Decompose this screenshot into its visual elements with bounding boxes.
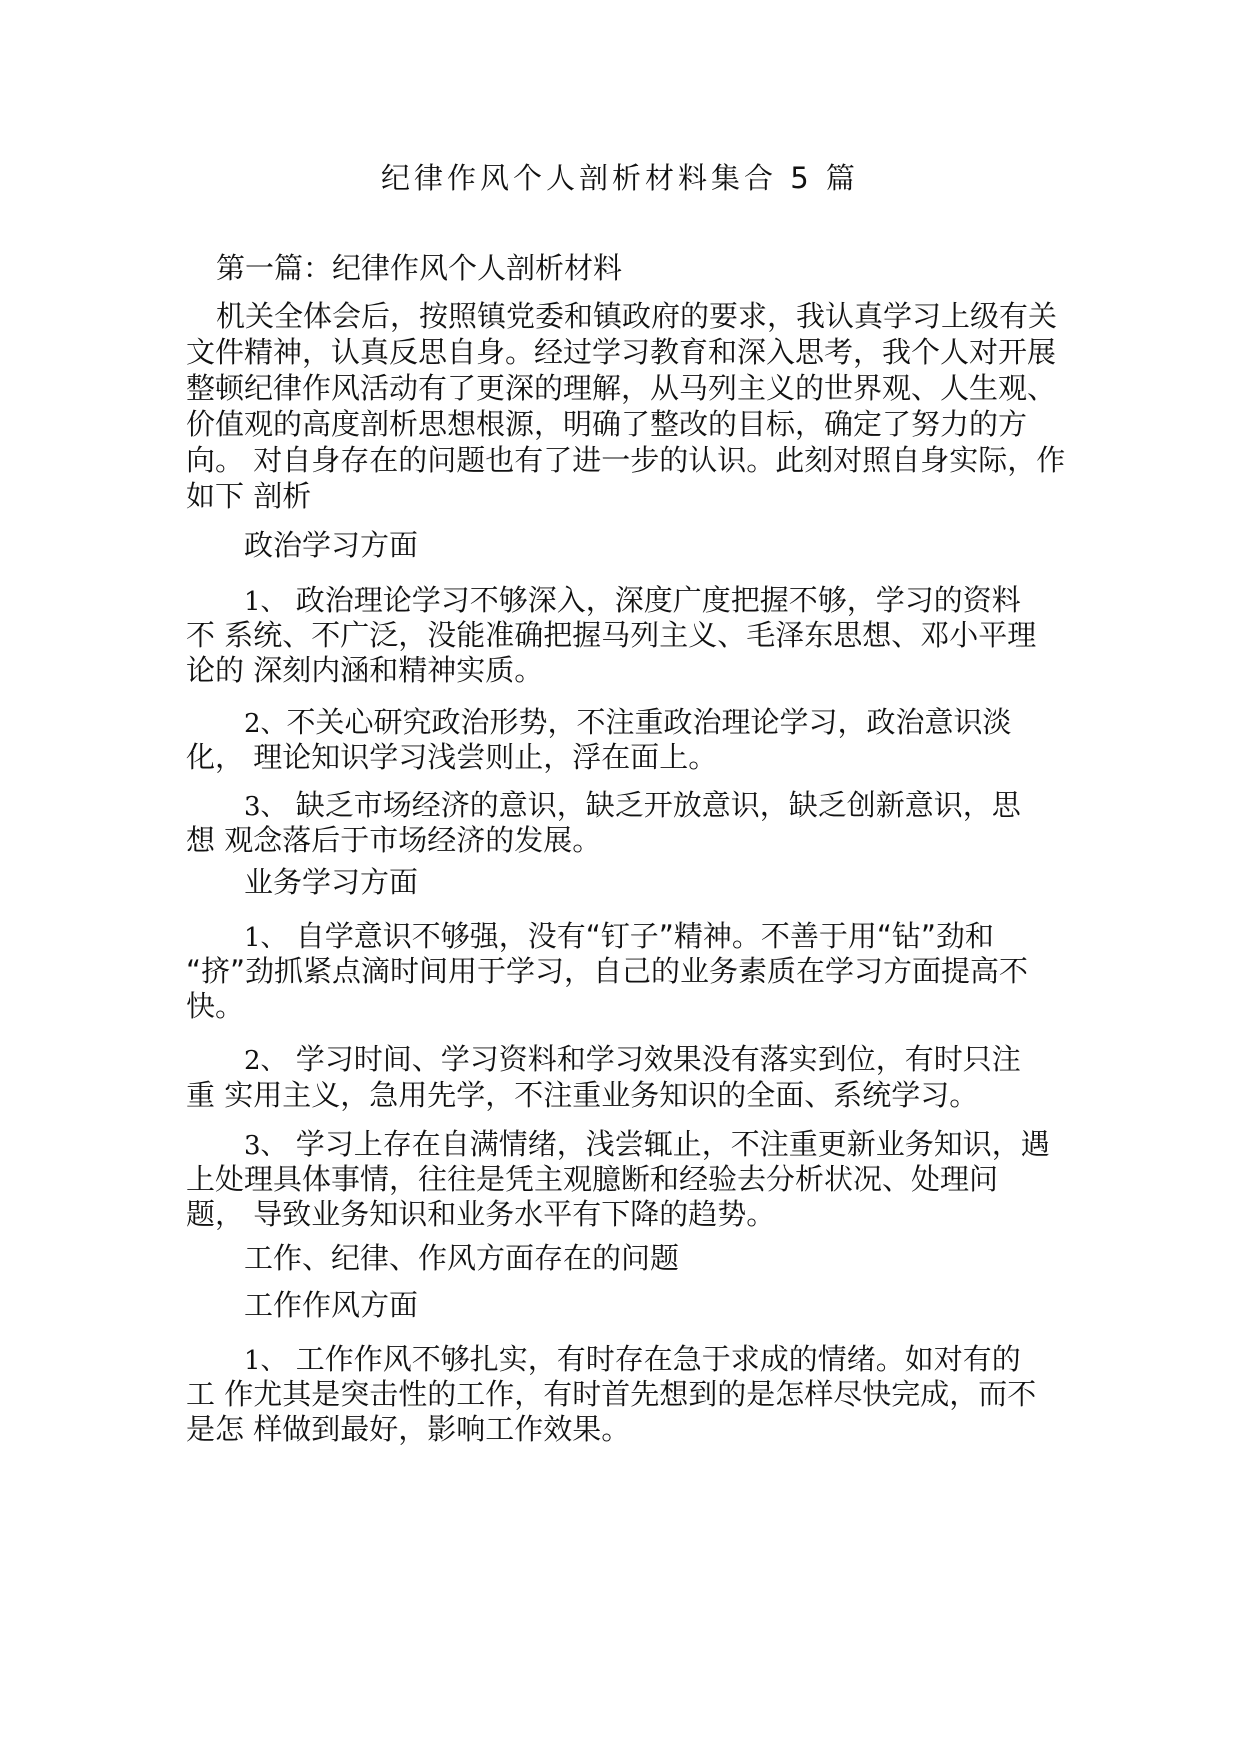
list-item-number: 1、: [244, 1346, 287, 1376]
paragraph-line: 向。 对自身存在的问题也有了进一步的认识。此刻对照自身实际，作: [186, 443, 1066, 477]
list-item-line: 工 作尤其是突击性的工作，有时首先想到的是怎样尽快完成，而不: [186, 1377, 1037, 1411]
list-item-number: 3、: [244, 1131, 287, 1161]
list-item-line: 快。: [186, 989, 245, 1023]
list-item-line: 重 实用主义，急用先学，不注重业务知识的全面、系统学习。: [186, 1078, 979, 1112]
list-item-line: 不 系统、不广泛，没能准确把握马列主义、毛泽东思想、邓小平理: [186, 618, 1037, 652]
list-item-text: 学习上存在自满情绪，浅尝辄止，不注重更新业务知识，遇: [286, 1127, 1050, 1161]
list-item-line: 化， 理论知识学习浅尝则止，浮在面上。: [186, 740, 718, 774]
list-item-line: 想 观念落后于市场经济的发展。: [186, 823, 602, 857]
list-item-number: 1、: [244, 923, 287, 953]
paragraph-line: 机关全体会后，按照镇党委和镇政府的要求，我认真学习上级有关: [216, 299, 1058, 333]
subsection-heading: 政治学习方面: [244, 528, 419, 562]
document-title: 纪律作风个人剖析材料集合 5 篇: [381, 161, 859, 195]
list-item-line: 题， 导致业务知识和业务水平有下降的趋势。: [186, 1197, 776, 1231]
subsection-heading: 工作作风方面: [244, 1288, 419, 1322]
list-item-number: 2、: [244, 1046, 287, 1076]
paragraph-line: 如下 剖析: [186, 479, 312, 513]
list-item-line: “挤”劲抓紧点滴时间用于学习，自己的业务素质在学习方面提高不: [186, 954, 1029, 988]
list-item-text: 学习时间、学习资料和学习效果没有落实到位，有时只注: [286, 1042, 1021, 1076]
list-item-line: 是怎 样做到最好，影响工作效果。: [186, 1412, 631, 1446]
subsection-heading: 业务学习方面: [244, 865, 419, 899]
list-item-text: 自学意识不够强，没有“钉子”精神。不善于用“钻”劲和: [286, 919, 994, 953]
list-item-number: 2、: [244, 709, 287, 739]
list-item-number: 3、: [244, 792, 287, 822]
list-item-text: 缺乏市场经济的意识，缺乏开放意识，缺乏创新意识，思: [286, 788, 1021, 822]
list-item-text: 不关心研究政治形势，不注重政治理论学习，政治意识淡: [286, 705, 1012, 739]
paragraph-line: 文件精神，认真反思自身。经过学习教育和深入思考，我个人对开展: [186, 335, 1057, 369]
section-heading: 第一篇：纪律作风个人剖析材料: [216, 251, 623, 285]
subsection-heading: 工作、纪律、作风方面存在的问题: [244, 1241, 680, 1275]
list-item-line: 上处理具体事情，往往是凭主观臆断和经验去分析状况、处理问: [186, 1162, 999, 1196]
list-item-text: 政治理论学习不够深入，深度广度把握不够，学习的资料: [286, 583, 1021, 617]
list-item-line: 论的 深刻内涵和精神实质。: [186, 653, 544, 687]
paragraph-line: 价值观的高度剖析思想根源，明确了整改的目标，确定了努力的方: [186, 407, 1028, 441]
list-item-text: 工作作风不够扎实，有时存在急于求成的情绪。如对有的: [286, 1342, 1021, 1376]
paragraph-line: 整顿纪律作风活动有了更深的理解，从马列主义的世界观、人生观、: [186, 371, 1057, 405]
list-item-number: 1、: [244, 587, 287, 617]
